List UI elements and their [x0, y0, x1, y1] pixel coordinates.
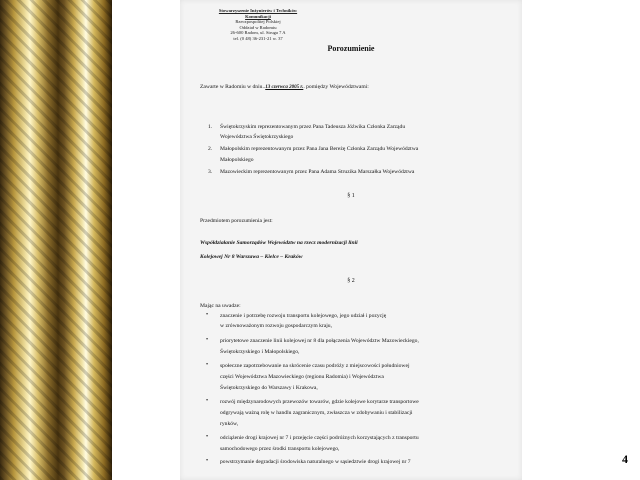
section-1-statement: Współdziałanie Samorządów Województw na rzecz modernizacji linii [200, 240, 358, 246]
party-number: 2. [208, 146, 213, 152]
intro-prefix: Zawarte w Radomiu w dniu [200, 84, 263, 90]
bullet-line: Świętokrzyskiego do Warszawy i Krakowa, [220, 385, 318, 391]
section-1-statement: Kolejowej Nr 8 Warszawa – Kielce – Kraków [200, 254, 303, 260]
bullet-line: rynków, [220, 421, 239, 427]
party-line: Województwa Świętokrzyskiego [220, 134, 294, 140]
slide-page-number: 4 [622, 452, 628, 466]
bullet-line: w zrównoważonym rozwoju gospodarczym kraju, [220, 323, 332, 329]
section-1-heading: § 1 [347, 193, 355, 199]
bullet-line: Świętokrzyskiego i Małopolskiego, [220, 349, 300, 355]
party-line: Mazowieckim reprezentowanym przez Pana Adama Struzika Marszałka Województwa [220, 169, 415, 175]
party-line: Małopolskiego [220, 157, 254, 163]
header-address: 26-600 Radom, ul. Struga 7 A [230, 30, 286, 36]
bullet-line: znaczenie i potrzebę rozwoju transportu kolejowego, jego udział i pozycję [220, 313, 387, 319]
bullet-line: samochodowego przez środki transportu kolejowego, [220, 446, 340, 452]
section-2-intro: Mając na uwadze: [200, 303, 241, 309]
bullet-point: • [206, 337, 209, 343]
bullet-point: • [206, 362, 209, 368]
bullet-line: społeczne zapotrzebowanie na skrócenie czasu podróży z miejscowości południowej [220, 363, 410, 369]
header-org-name: Stowarzyszenie Inżynierów i Techników Komunikacji [218, 8, 298, 19]
party-line: Świętokrzyskim reprezentowanym przez Pana Tadeusza Jóźwika Członka Zarządu [220, 124, 406, 130]
party-line: Małopolskim reprezentowanym przez Pana Jana Bereżę Członka Zarządu Województwa [220, 146, 419, 152]
agreement-date: 13 czerwca 2005 r. [265, 85, 304, 90]
header-phone: tel. (0 48) 36-231-21 w. 37 [233, 35, 283, 41]
header-branch: Oddział w Radomiu [239, 24, 277, 30]
bullet-point: • [206, 458, 209, 464]
bullet-point: • [206, 312, 209, 318]
decorative-gold-border [0, 0, 112, 480]
bullet-line: odciążenie drogi krajowej nr 7 i przejęcie części podróżnych korzystających z transportu [220, 435, 419, 441]
section-1-subject: Przedmiotem porozumienia jest: [200, 218, 273, 224]
party-number: 1. [208, 124, 213, 130]
bullet-line: powstrzymanie degradacji środowiska naturalnego w sąsiedztwie drogi krajowej nr 7 [220, 459, 411, 465]
scanned-document [180, 0, 522, 480]
intro-line: Zawarte w Radomiu w dniu..13 czerwca 2005 r.. pomiędzy Województwami: [200, 84, 369, 90]
bullet-line: rozwój międzynarodowych przewozów towarów, gdzie kolejowe korytarze transportowe [220, 399, 419, 405]
bullet-point: • [206, 434, 209, 440]
bullet-line: priorytetowe znaczenie linii kolejowej nr 8 dla połączenia Województw Mazowieckiego, [220, 338, 419, 344]
bullet-point: • [206, 398, 209, 404]
document-title: Porozumienie [327, 44, 375, 53]
organization-header [210, 8, 306, 42]
intro-suffix: pomiędzy Województwami: [306, 84, 369, 90]
header-country: Rzeczpospolitej Polskiej [235, 19, 281, 25]
section-2-heading: § 2 [347, 278, 355, 284]
bullet-line: części Województwa Mazowieckiego (regionu Radomia) i Województwa [220, 374, 384, 380]
party-number: 3. [208, 169, 213, 175]
bullet-line: odgrywają ważną rolę w handlu zagranicznym, zwłaszcza w zdobywaniu i stabilizacji [220, 410, 413, 416]
